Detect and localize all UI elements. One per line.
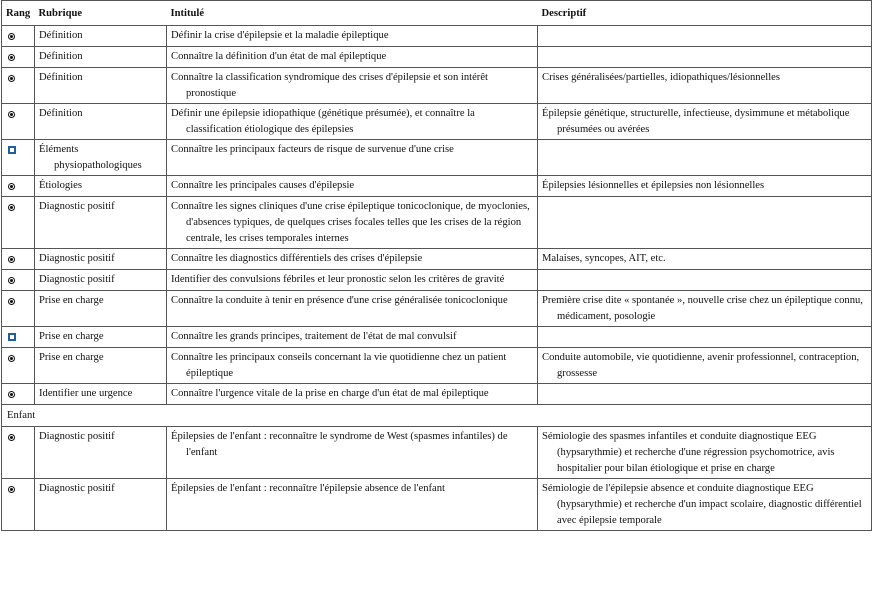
descriptif-cell: [538, 140, 872, 176]
table-row: [2, 68, 872, 104]
rubrique-cell-text: Prise en charge: [39, 352, 104, 363]
rubrique-cell-text: Diagnostic positif: [39, 483, 115, 494]
intitule-cell-text: Identifier des convulsions fébriles et leur pronostic selon les critères de gravité: [171, 274, 505, 285]
intitule-cell-text: Définir la crise d'épilepsie et la maladie épileptique: [171, 30, 389, 41]
intitule-cell-text: Connaître les principales causes d'épilepsie: [171, 180, 355, 191]
descriptif-cell-text: Crises généralisées/partielles, idiopathiques/lésionnelles: [542, 72, 781, 83]
rubrique-cell: [35, 26, 167, 47]
rang-a-icon: [8, 54, 15, 61]
rang-a-icon: [8, 75, 15, 82]
descriptif-cell-text: Conduite automobile, vie quotidienne, avenir professionnel, contraception, grossesse: [542, 352, 860, 379]
intitule-cell-text: Connaître les diagnostics différentiels des crises d'épilepsie: [171, 253, 423, 264]
table-row: [2, 348, 872, 384]
descriptif-cell-text: Épilepsie génétique, structurelle, infectieuse, dysimmune et métabolique présumées ou avérées: [542, 108, 850, 135]
rang-a-icon: [8, 33, 15, 40]
rubrique-cell: [35, 291, 167, 327]
rubrique-cell: [35, 427, 167, 479]
rang-cell: [2, 249, 35, 270]
rang-a-icon: [8, 355, 15, 362]
table-row: [2, 291, 872, 327]
rang-a-icon: [8, 256, 15, 263]
table-header-row: [2, 1, 872, 26]
rang-cell: [2, 140, 35, 176]
intitule-cell-text: Connaître la conduite à tenir en présence d'une crise généralisée tonicoclonique: [171, 295, 508, 306]
table-row: [2, 427, 872, 479]
rang-a-icon: [8, 486, 15, 493]
rubrique-cell-text: Étiologies: [39, 180, 82, 191]
table-body: [2, 26, 872, 531]
rubrique-cell-text: Prise en charge: [39, 295, 104, 306]
rubrique-cell-text: Diagnostic positif: [39, 201, 115, 212]
table-row: [2, 104, 872, 140]
intitule-cell-text: Connaître l'urgence vitale de la prise en charge d'un état de mal épileptique: [171, 388, 489, 399]
intitule-cell-text: Épilepsies de l'enfant : reconnaître l'épilepsie absence de l'enfant: [171, 483, 445, 494]
intitule-cell-text: Connaître les principaux conseils concernant la vie quotidienne chez un patient épileptique: [171, 352, 507, 379]
section-row-enfant: [2, 405, 872, 427]
col-header-rang: Rang: [2, 1, 35, 26]
descriptif-cell-text: Malaises, syncopes, AIT, etc.: [542, 253, 666, 264]
rang-b-icon: [8, 146, 16, 154]
rang-cell: [2, 197, 35, 249]
rubrique-cell: [35, 197, 167, 249]
rang-cell: [2, 479, 35, 531]
intitule-cell-text: Connaître la définition d'un état de mal épileptique: [171, 51, 387, 62]
rang-a-icon: [8, 298, 15, 305]
rubrique-cell: [35, 479, 167, 531]
intitule-cell: [167, 327, 538, 348]
intitule-cell: [167, 197, 538, 249]
rubrique-cell: [35, 68, 167, 104]
rubrique-cell: [35, 47, 167, 68]
rang-a-icon: [8, 277, 15, 284]
rang-cell: [2, 47, 35, 68]
rubrique-cell: [35, 140, 167, 176]
rubrique-cell: [35, 249, 167, 270]
table-row: [2, 26, 872, 47]
rubrique-cell-text: Diagnostic positif: [39, 431, 115, 442]
intitule-cell: [167, 348, 538, 384]
table-row: [2, 327, 872, 348]
intitule-cell: [167, 270, 538, 291]
rubrique-cell: [35, 104, 167, 140]
rang-cell: [2, 384, 35, 405]
rubrique-cell-text: Diagnostic positif: [39, 253, 115, 264]
rubrique-cell: [35, 384, 167, 405]
intitule-cell: [167, 47, 538, 68]
rang-a-icon: [8, 183, 15, 190]
rubrique-cell-text: Définition: [39, 51, 83, 62]
col-header-intitule: Intitulé: [167, 1, 538, 26]
intitule-cell: [167, 249, 538, 270]
rang-cell: [2, 291, 35, 327]
descriptif-cell: [538, 348, 872, 384]
table-row: [2, 140, 872, 176]
rang-cell: [2, 427, 35, 479]
descriptif-cell-text: Sémiologie de l'épilepsie absence et conduite diagnostique EEG (hypsarythmie) et recherche d'un impact scolaire, diagnostic différentiel avec épilepsie temporale: [542, 483, 862, 526]
rubrique-cell-text: Prise en charge: [39, 331, 104, 342]
rang-a-icon: [8, 111, 15, 118]
rang-cell: [2, 26, 35, 47]
descriptif-cell: [538, 47, 872, 68]
table-row: [2, 270, 872, 291]
rang-a-icon: [8, 204, 15, 211]
objectives-table: [1, 0, 872, 531]
rang-cell: [2, 104, 35, 140]
descriptif-cell: [538, 427, 872, 479]
rubrique-cell-text: Éléments physiopathologiques: [39, 144, 142, 171]
descriptif-cell: [538, 197, 872, 249]
intitule-cell: [167, 104, 538, 140]
descriptif-cell: [538, 104, 872, 140]
rubrique-cell-text: Diagnostic positif: [39, 274, 115, 285]
intitule-cell: [167, 427, 538, 479]
table-row: [2, 384, 872, 405]
rang-b-icon: [8, 333, 16, 341]
descriptif-cell: [538, 270, 872, 291]
rang-a-icon: [8, 391, 15, 398]
descriptif-cell: [538, 327, 872, 348]
rubrique-cell-text: Définition: [39, 30, 83, 41]
rang-cell: [2, 327, 35, 348]
rubrique-cell-text: Identifier une urgence: [39, 388, 133, 399]
rubrique-cell: [35, 176, 167, 197]
intitule-cell-text: Épilepsies de l'enfant : reconnaître le syndrome de West (spasmes infantiles) de l'enfant: [171, 431, 508, 458]
intitule-cell-text: Définir une épilepsie idiopathique (génétique présumée), et connaître la classification étiologique des épilepsies: [171, 108, 475, 135]
rubrique-cell: [35, 348, 167, 384]
table-row: [2, 479, 872, 531]
intitule-cell: [167, 176, 538, 197]
col-header-descriptif: Descriptif: [538, 1, 872, 26]
intitule-cell: [167, 68, 538, 104]
section-label-enfant: Enfant: [2, 405, 872, 427]
descriptif-cell-text: Épilepsies lésionnelles et épilepsies non lésionnelles: [542, 180, 765, 191]
rang-cell: [2, 270, 35, 291]
rubrique-cell: [35, 327, 167, 348]
intitule-cell: [167, 291, 538, 327]
table-row: [2, 197, 872, 249]
descriptif-cell: [538, 26, 872, 47]
intitule-cell: [167, 479, 538, 531]
descriptif-cell: [538, 291, 872, 327]
rang-cell: [2, 348, 35, 384]
descriptif-cell: [538, 176, 872, 197]
intitule-cell: [167, 140, 538, 176]
rubrique-cell: [35, 270, 167, 291]
intitule-cell: [167, 384, 538, 405]
descriptif-cell: [538, 68, 872, 104]
table-row: [2, 249, 872, 270]
intitule-cell-text: Connaître les signes cliniques d'une crise épileptique tonicoclonique, de myoclonies, d'absences typiques, de quelques crises focales telles que les crises de la région centrale, les crises temporales internes: [171, 201, 530, 244]
table-row: [2, 176, 872, 197]
rubrique-cell-text: Définition: [39, 108, 83, 119]
intitule-cell: [167, 26, 538, 47]
descriptif-cell-text: Sémiologie des spasmes infantiles et conduite diagnostique EEG (hypsarythmie) et recherche d'une régression psychomotrice, avis hospitalier pour bilan étiologique et prise en charge: [542, 431, 835, 474]
rang-cell: [2, 68, 35, 104]
descriptif-cell: [538, 249, 872, 270]
descriptif-cell: [538, 384, 872, 405]
intitule-cell-text: Connaître les grands principes, traitement de l'état de mal convulsif: [171, 331, 457, 342]
rang-cell: [2, 176, 35, 197]
col-header-rubrique: Rubrique: [35, 1, 167, 26]
intitule-cell-text: Connaître les principaux facteurs de risque de survenue d'une crise: [171, 144, 454, 155]
rang-a-icon: [8, 434, 15, 441]
descriptif-cell: [538, 479, 872, 531]
table-row: [2, 47, 872, 68]
rubrique-cell-text: Définition: [39, 72, 83, 83]
intitule-cell-text: Connaître la classification syndromique des crises d'épilepsie et son intérêt pronostique: [171, 72, 488, 99]
descriptif-cell-text: Première crise dite « spontanée », nouvelle crise chez un épileptique connu, médicament, posologie: [542, 295, 863, 322]
